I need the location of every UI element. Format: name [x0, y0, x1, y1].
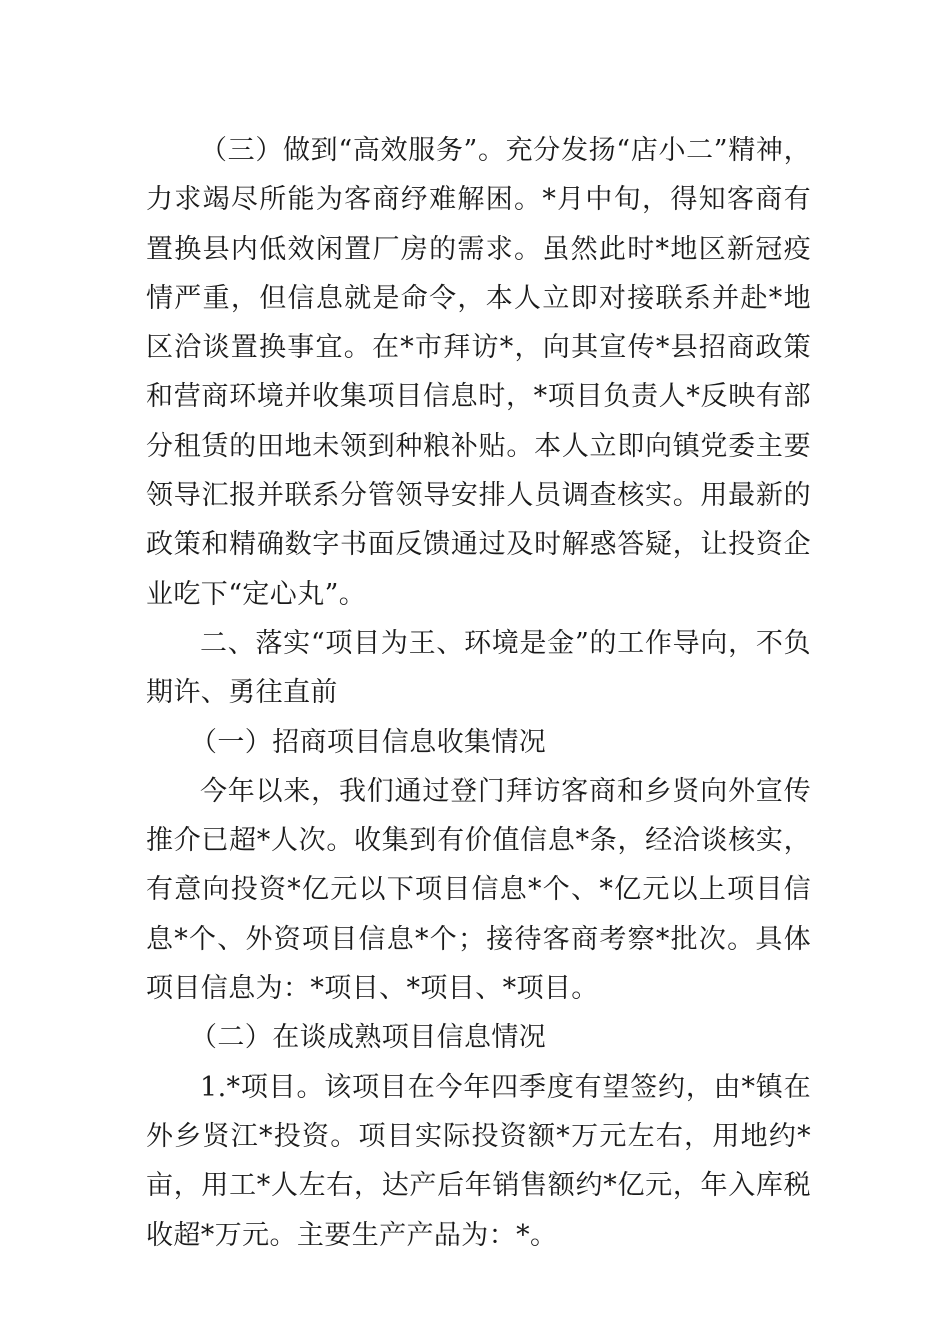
section-heading-two: 二、落实“项目为王、环境是金”的工作导向，不负期许、勇往直前	[146, 627, 811, 709]
subheading-mature-projects: （二）在谈成熟项目信息情况	[190, 1022, 547, 1054]
paragraph-efficient-service: （三）做到“高效服务”。充分发扬“店小二”精神，力求竭尽所能为客商纾难解困。*月中旬，得知客商有置换县内低效闲置厂房的需求。虽然此时*地区新冠疫情严重，但信息就是命令，本人立即对接联系并赴*地区洽谈置换事宜。在*市拜访*，向其宣传*县招商政策和营商环境并收集项目信息时，*项目负责人*反映有部分租赁的田地未领到种粮补贴。本人立即向镇党委主要领导汇报并联系分管领导安排人员调查核实。用最新的政策和精确数字书面反馈通过及时解惑答疑，让投资企业吃下“定心丸”。	[146, 135, 811, 610]
paragraph-info-collection: 今年以来，我们通过登门拜访客商和乡贤向外宣传推介已超*人次。收集到有价值信息*条，经洽谈核实，有意向投资*亿元以下项目信息*个、*亿元以上项目信息*个、外资项目信息*个；接待客商考察*批次。具体项目信息为：*项目、*项目、*项目。	[146, 775, 811, 1005]
subheading-info-collection: （一）招商项目信息收集情况	[190, 726, 547, 758]
document-body	[146, 126, 811, 1260]
paragraph-project-one: 1.*项目。该项目在今年四季度有望签约，由*镇在外乡贤江*投资。项目实际投资额*万元左右，用地约*亩，用工*人左右，达产后年销售额约*亿元，年入库税收超*万元。主要生产产品为：*。	[146, 1071, 811, 1251]
